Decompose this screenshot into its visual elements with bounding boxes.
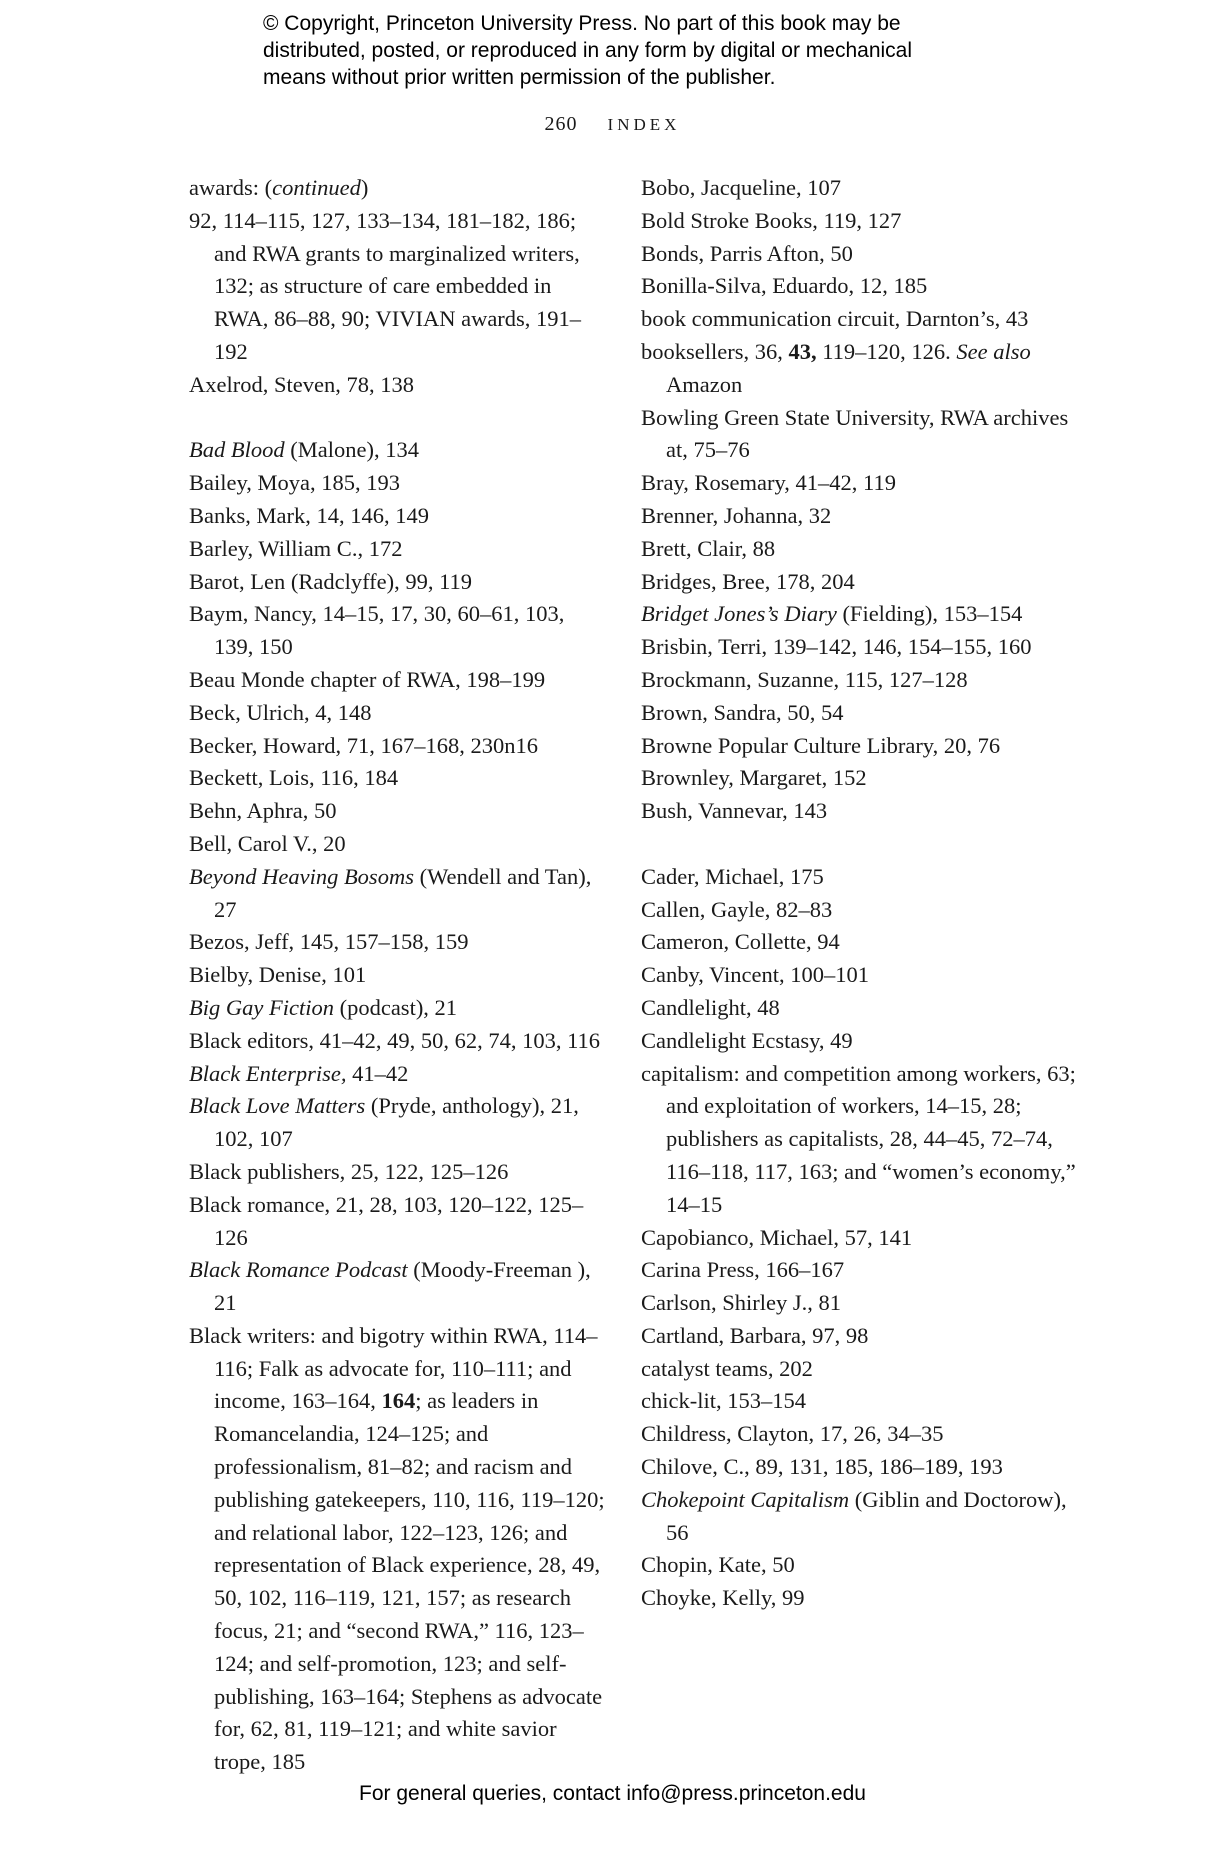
index-entry	[189, 828, 609, 861]
entry-text: Bezos, Jeff, 145, 157–158, 159	[189, 929, 469, 955]
index-entry	[189, 533, 609, 566]
index-entry	[641, 500, 1081, 533]
index-entry	[641, 992, 1081, 1025]
index-column-left	[189, 172, 609, 1779]
running-head	[0, 110, 1225, 137]
index-entry	[189, 730, 609, 763]
entry-text: Black editors, 41–42, 49, 50, 62, 74, 103, 116	[189, 1027, 601, 1053]
index-entry	[641, 467, 1081, 500]
copyright-notice	[263, 10, 1023, 91]
index-entry	[641, 402, 1081, 468]
entry-text: Black romance, 21, 28, 103, 120–122, 125–126	[189, 1191, 584, 1250]
entry-text: 43,	[788, 338, 817, 364]
entry-text: Axelrod, Steven, 78, 138	[189, 371, 414, 397]
index-entry	[189, 1090, 609, 1156]
entry-text: Choyke, Kelly, 99	[641, 1585, 805, 1611]
entry-text: capitalism: and competition among workers, 63; and exploitation of workers, 14–15, 28; publishers as capitalists, 28, 44–45, 72–74, 116–118, 117, 163; and “women’s economy,” 14–15	[641, 1060, 1076, 1217]
entry-text: Barley, William C., 172	[189, 535, 403, 561]
index-entry	[641, 631, 1081, 664]
entry-text: Bonds, Parris Afton, 50	[641, 240, 853, 266]
index-entry	[641, 566, 1081, 599]
entry-text: 164	[381, 1388, 416, 1414]
entry-text: Browne Popular Culture Library, 20, 76	[641, 732, 1001, 758]
index-entry	[641, 336, 1081, 402]
entry-text: Black Romance Podcast	[189, 1257, 408, 1283]
index-entry	[641, 861, 1081, 894]
index-entry	[641, 1058, 1081, 1222]
entry-text: Cader, Michael, 175	[641, 863, 824, 889]
index-entry	[189, 1058, 609, 1091]
entry-text: 41–42	[346, 1060, 409, 1086]
entry-text: book communication circuit, Darnton’s, 43	[641, 306, 1029, 332]
entry-text: Bridget Jones’s Diary	[641, 601, 837, 627]
entry-text: Callen, Gayle, 82–83	[641, 896, 833, 922]
index-entry	[641, 1549, 1081, 1582]
index-entry	[641, 1484, 1081, 1550]
index-entry	[641, 1320, 1081, 1353]
index-entry	[641, 172, 1081, 205]
entry-text: 119–120, 126.	[816, 338, 957, 364]
index-entry	[189, 434, 609, 467]
entry-text: Carina Press, 166–167	[641, 1257, 845, 1283]
index-entry	[189, 959, 609, 992]
entry-text: Brockmann, Suzanne, 115, 127–128	[641, 666, 968, 692]
index-entry	[189, 697, 609, 730]
letter-gap	[641, 828, 1081, 861]
index-entry	[189, 1156, 609, 1189]
entry-text: (Pryde, anthology), 21, 102, 107	[214, 1093, 579, 1152]
entry-text: Bush, Vannevar, 143	[641, 798, 828, 824]
entry-text: See also	[956, 338, 1031, 364]
entry-text: Candlelight, 48	[641, 994, 780, 1020]
entry-text: Childress, Clayton, 17, 26, 34–35	[641, 1421, 944, 1447]
entry-text: Bielby, Denise, 101	[189, 962, 367, 988]
index-entry	[641, 1418, 1081, 1451]
index-entry	[189, 467, 609, 500]
entry-text: Banks, Mark, 14, 146, 149	[189, 502, 429, 528]
index-entry	[189, 566, 609, 599]
entry-text: Barot, Len (Radclyffe), 99, 119	[189, 568, 473, 594]
entry-text: (Giblin and Doctorow), 56	[666, 1486, 1067, 1545]
entry-text: Cartland, Barbara, 97, 98	[641, 1322, 869, 1348]
index-entry	[641, 1025, 1081, 1058]
index-entry	[641, 1582, 1081, 1615]
index-entry	[641, 1353, 1081, 1386]
entry-text: Behn, Aphra, 50	[189, 798, 337, 824]
index-entry	[189, 1320, 609, 1779]
entry-text: Amazon	[666, 371, 743, 397]
entry-text: Brown, Sandra, 50, 54	[641, 699, 844, 725]
index-entry	[641, 926, 1081, 959]
index-entry	[641, 959, 1081, 992]
index-entry	[189, 205, 609, 369]
entry-text: chick-lit, 153–154	[641, 1388, 806, 1414]
index-entry	[641, 1287, 1081, 1320]
letter-gap	[189, 402, 609, 435]
copyright-line: © Copyright, Princeton University Press. No part of this book may be	[263, 12, 901, 35]
entry-text: Black writers: and bigotry within RWA, 114–116; Falk as advocate for, 110–111; and income, 163–164,	[189, 1322, 598, 1414]
entry-text: )	[360, 175, 369, 200]
entry-text: (Malone), 134	[284, 437, 419, 463]
entry-text: Baym, Nancy, 14–15, 17, 30, 60–61, 103, 139, 150	[189, 601, 565, 660]
entry-text: Big Gay Fiction	[189, 994, 334, 1020]
entry-text: Bonilla-Silva, Eduardo, 12, 185	[641, 273, 928, 299]
index-entry	[641, 762, 1081, 795]
index-entry	[189, 369, 609, 402]
index-entry	[189, 598, 609, 664]
entry-text: (Wendell and Tan), 27	[214, 863, 592, 922]
entry-text: Black Love Matters	[189, 1093, 366, 1119]
entry-text: awards: (	[189, 175, 273, 200]
index-column-right	[641, 172, 1081, 1615]
entry-text: (Fielding), 153–154	[836, 601, 1023, 627]
entry-text: Bad Blood	[189, 437, 285, 463]
page-number: 260	[544, 113, 578, 135]
entry-text: Bowling Green State University, RWA archives at, 75–76	[641, 404, 1069, 463]
index-entry	[189, 926, 609, 959]
entry-text: Bobo, Jacqueline, 107	[641, 175, 841, 200]
index-entry	[189, 861, 609, 927]
entry-text: Beau Monde chapter of RWA, 198–199	[189, 666, 546, 692]
index-entry	[641, 1222, 1081, 1255]
entry-text: Becker, Howard, 71, 167–168, 230n16	[189, 732, 539, 758]
entry-text: Black publishers, 25, 122, 125–126	[189, 1158, 509, 1184]
footer-contact: For general queries, contact info@press.princeton.edu	[359, 1782, 866, 1805]
entry-text: Candlelight Ecstasy, 49	[641, 1027, 853, 1053]
index-entry	[641, 1451, 1081, 1484]
entry-text: Capobianco, Michael, 57, 141	[641, 1224, 913, 1250]
index-entry	[641, 664, 1081, 697]
entry-text: (Moody-Freeman ), 21	[214, 1257, 591, 1316]
entry-text: Black Enterprise,	[189, 1060, 347, 1086]
entry-text: Chilove, C., 89, 131, 185, 186–189, 193	[641, 1454, 1003, 1480]
entry-text: catalyst teams, 202	[641, 1355, 813, 1381]
entry-text: booksellers, 36,	[641, 338, 789, 364]
entry-text: Bailey, Moya, 185, 193	[189, 470, 401, 496]
index-entry	[641, 1254, 1081, 1287]
entry-text: Carlson, Shirley J., 81	[641, 1290, 841, 1316]
entry-text: 92, 114–115, 127, 133–134, 181–182, 186; and RWA grants to marginalized writers, 132; as structure of care embedded in RWA, 86–88, 90; VIVIAN awards, 191–192	[189, 207, 582, 364]
entry-text: (podcast), 21	[333, 994, 458, 1020]
index-entry	[189, 1025, 609, 1058]
copyright-line: distributed, posted, or reproduced in any form by digital or mechanical	[263, 39, 913, 62]
entry-text: Bell, Carol V., 20	[189, 830, 346, 856]
entry-text: Brenner, Johanna, 32	[641, 502, 832, 528]
copyright-line: means without prior written permission of the publisher.	[263, 66, 776, 89]
index-entry	[641, 1385, 1081, 1418]
index-entry	[641, 270, 1081, 303]
entry-text: Beck, Ulrich, 4, 148	[189, 699, 372, 725]
index-entry	[189, 1189, 609, 1255]
entry-text: Canby, Vincent, 100–101	[641, 962, 869, 988]
index-entry	[641, 730, 1081, 763]
entry-text: Chopin, Kate, 50	[641, 1552, 795, 1578]
entry-text: Chokepoint Capitalism	[641, 1486, 850, 1512]
index-entry	[641, 697, 1081, 730]
index-entry	[189, 762, 609, 795]
index-entry	[641, 795, 1081, 828]
entry-text: Beyond Heaving Bosoms	[189, 863, 414, 889]
index-entry	[641, 303, 1081, 336]
index-entry	[641, 238, 1081, 271]
index-entry	[189, 172, 609, 205]
index-entry	[189, 500, 609, 533]
index-entry	[641, 533, 1081, 566]
entry-text: Bray, Rosemary, 41–42, 119	[641, 470, 896, 496]
section-title: index	[607, 110, 681, 136]
entry-text: Brisbin, Terri, 139–142, 146, 154–155, 160	[641, 634, 1032, 660]
index-entry	[641, 894, 1081, 927]
entry-text: Bridges, Bree, 178, 204	[641, 568, 855, 594]
index-entry	[189, 992, 609, 1025]
index-entry	[189, 664, 609, 697]
entry-text: Bold Stroke Books, 119, 127	[641, 207, 902, 233]
entry-text: Brownley, Margaret, 152	[641, 765, 867, 791]
entry-text: continued	[272, 175, 361, 200]
index-entry	[641, 598, 1081, 631]
entry-text: ; as leaders in Romancelandia, 124–125; and professionalism, 81–82; and racism and publishing gatekeepers, 110, 116, 119–120; and relational labor, 122–123, 126; and representation of Black experience, 28, 49, 50, 102, 116–119, 121, 157; as research focus, 21; and “second RWA,” 116, 123–124; and self-promotion, 123; and self-publishing, 163–164; Stephens as advocate for, 62, 81, 119–121; and white savior trope, 185	[214, 1388, 605, 1775]
index-entry	[189, 795, 609, 828]
index-entry	[641, 205, 1081, 238]
index-entry	[189, 1254, 609, 1320]
entry-text: Beckett, Lois, 116, 184	[189, 765, 399, 791]
entry-text: Brett, Clair, 88	[641, 535, 776, 561]
entry-text: Cameron, Collette, 94	[641, 929, 840, 955]
